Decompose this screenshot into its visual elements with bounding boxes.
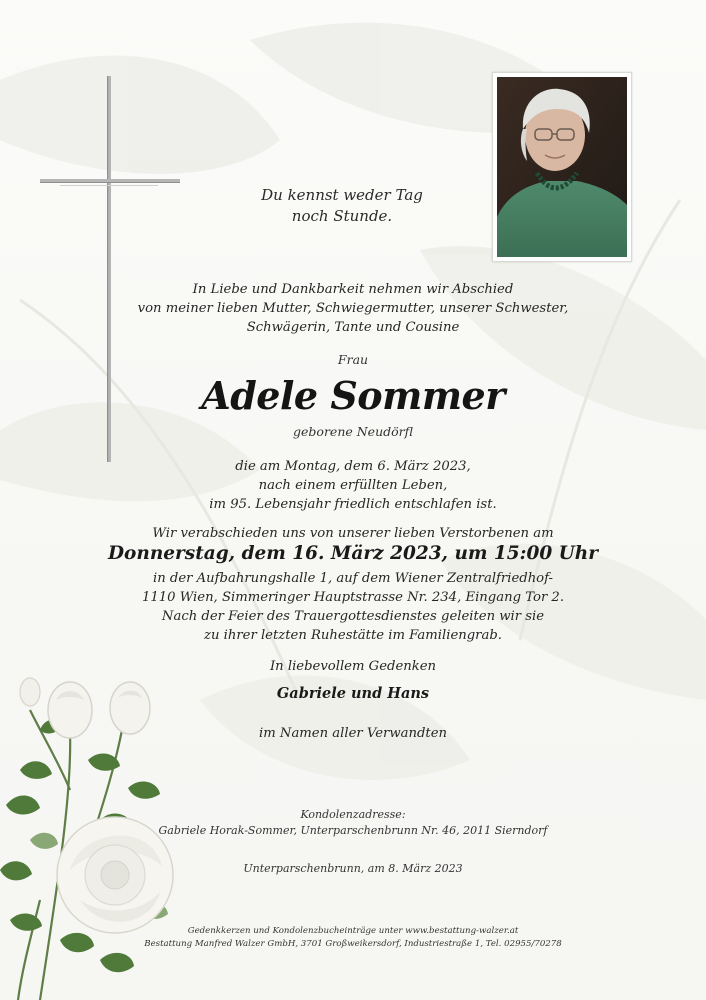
portrait-photo xyxy=(492,72,632,262)
funeral-date: Donnerstag, dem 16. März 2023, um 15:00 Uhr xyxy=(108,543,598,564)
death-line: im 95. Lebensjahr friedlich entschlafen ist. xyxy=(209,497,497,512)
intro-line: von meiner lieben Mutter, Schwiegermutter, unserer Schwester, xyxy=(137,301,569,316)
intro-text xyxy=(0,280,706,337)
footer-line: Bestattung Manfred Walzer GmbH, 3701 Großweikersdorf, Industriestraße 1, Tel. 02955/70278 xyxy=(144,939,562,949)
death-notice xyxy=(0,457,706,514)
salutation: Frau xyxy=(337,352,369,367)
intro-line: Schwägerin, Tante und Cousine xyxy=(246,320,460,335)
funeral-detail-line: zu ihrer letzten Ruhestätte im Familiengrab. xyxy=(204,628,502,643)
memory-text: In liebevollem Gedenken xyxy=(269,659,437,674)
funeral-detail-line: in der Aufbahrungshalle 1, auf dem Wiener Zentralfriedhof- xyxy=(152,571,553,586)
birth-name: geborene Neudörfl xyxy=(293,424,413,439)
condolence-address: Gabriele Horak-Sommer, Unterparschenbrunn Nr. 46, 2011 Sierndorf xyxy=(158,824,548,837)
signatories: Gabriele und Hans xyxy=(276,685,430,702)
deceased-name: Adele Sommer xyxy=(201,373,505,418)
farewell-intro: Wir verabschieden uns von unserer lieben Verstorbenen am xyxy=(152,526,554,541)
footer-line: Gedenkkerzen und Kondolenzbucheinträge unter www.bestattung-walzer.at xyxy=(187,926,519,936)
intro-line: In Liebe und Dankbarkeit nehmen wir Abschied xyxy=(192,282,514,297)
funeral-detail-line: Nach der Feier des Trauergottesdienstes geleiten wir sie xyxy=(161,609,545,624)
funeral-details xyxy=(0,569,706,645)
motto-line: Du kennst weder Tag xyxy=(261,186,423,204)
motto-line: noch Stunde. xyxy=(291,207,393,225)
condolence-label: Kondolenzadresse: xyxy=(300,808,406,821)
place-date: Unterparschenbrunn, am 8. März 2023 xyxy=(243,862,463,875)
motto xyxy=(240,185,444,227)
death-line: nach einem erfüllten Leben, xyxy=(258,478,448,493)
relatives-text: im Namen aller Verwandten xyxy=(258,726,447,741)
death-line: die am Montag, dem 6. März 2023, xyxy=(235,459,471,474)
funeral-detail-line: 1110 Wien, Simmeringer Hauptstrasse Nr. 234, Eingang Tor 2. xyxy=(141,590,565,605)
white-roses-illustration xyxy=(0,670,200,1000)
